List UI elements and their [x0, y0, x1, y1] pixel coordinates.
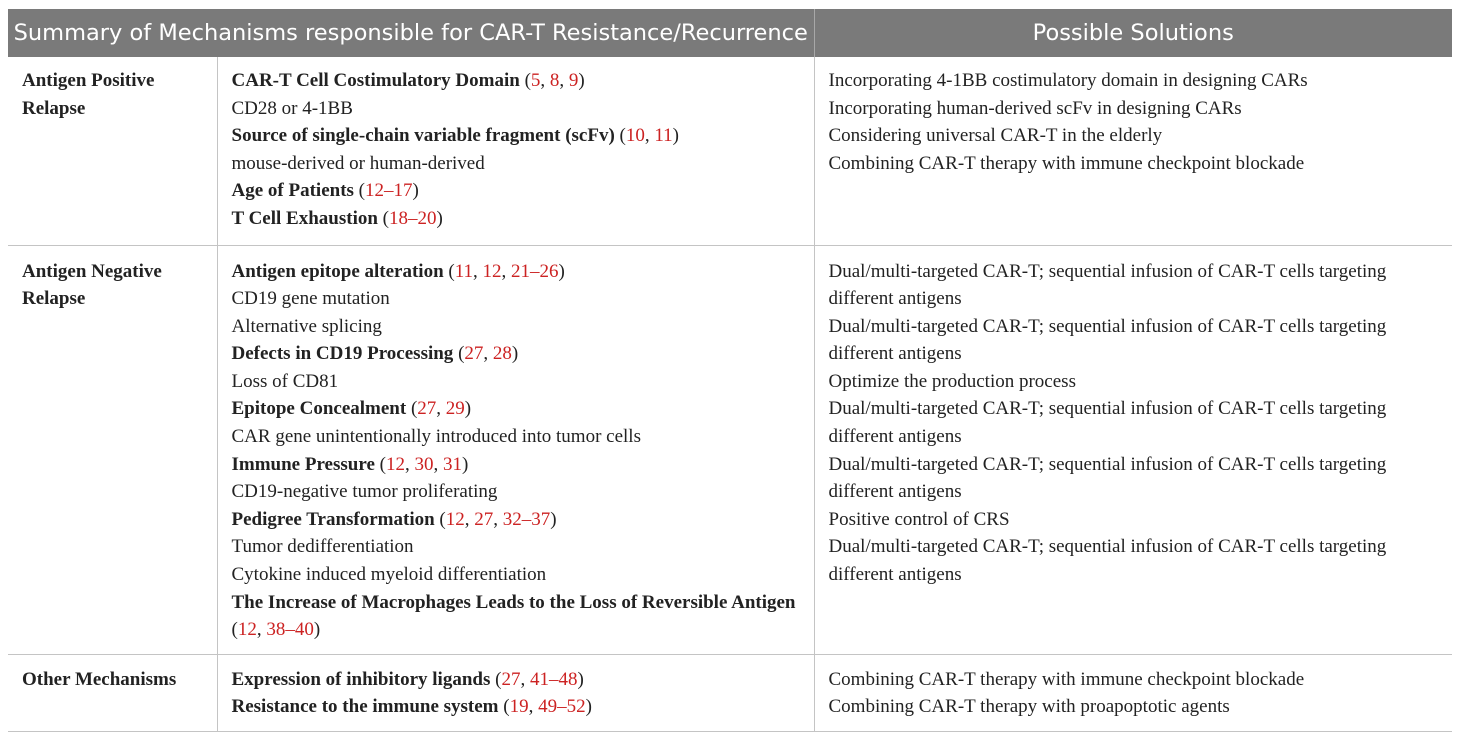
mechanism-text: Resistance to the immune system	[231, 696, 499, 718]
mechanism-text: Age of Patients	[231, 180, 354, 202]
mechanism-text: The Increase of Macrophages Leads to the Loss of Reversible Antigen	[231, 591, 796, 613]
solution-item: Dual/multi-targeted CAR-T; sequential infusion of CAR-T cells targeting different antigens	[828, 453, 1387, 503]
mechanism-text: CAR gene unintentionally introduced into tumor cells	[231, 426, 641, 448]
mechanisms-cell	[217, 245, 814, 654]
mechanism-text: CAR-T Cell Costimulatory Domain	[231, 70, 520, 91]
solution-item: Combining CAR-T therapy with immune checkpoint blockade	[828, 152, 1305, 174]
reference-link[interactable]: 18–20	[389, 207, 437, 229]
reference-link[interactable]: 12	[385, 453, 405, 475]
mechanism-item	[232, 95, 808, 123]
mechanism-text: Tumor dedifferentiation	[231, 536, 414, 558]
solution-item: Considering universal CAR-T in the elderly	[828, 125, 1163, 147]
mechanism-heading: Expression of inhibitory ligands (27, 41–48)	[231, 668, 584, 690]
mechanism-item	[232, 561, 808, 589]
header-solutions: Possible Solutions	[814, 9, 1452, 57]
mechanism-text: Defects in CD19 Processing	[231, 343, 454, 365]
solutions-cell	[814, 57, 1452, 245]
reference-link[interactable]: 19	[509, 696, 529, 718]
solution-item: Optimize the production process	[828, 370, 1076, 392]
solution-item: Incorporating 4-1BB costimulatory domain in designing CARs	[828, 70, 1308, 91]
reference-link[interactable]: 8	[549, 70, 560, 91]
mechanism-item	[232, 478, 808, 506]
mechanism-item	[232, 285, 808, 313]
mechanisms-cell	[217, 57, 814, 245]
solution-item: Combining CAR-T therapy with immune checkpoint blockade	[828, 668, 1305, 690]
mechanism-text: CD19 gene mutation	[231, 288, 390, 310]
mechanism-text: T Cell Exhaustion	[231, 207, 378, 229]
mechanism-heading: Age of Patients (12–17)	[231, 180, 419, 202]
mechanism-item	[232, 368, 808, 396]
reference-link[interactable]: 5	[530, 70, 541, 91]
mechanism-text: Epitope Concealment	[231, 398, 407, 420]
solution-item: Positive control of CRS	[828, 508, 1010, 530]
mechanism-text: Source of single-chain variable fragment (scFv)	[231, 125, 615, 147]
mechanism-text: Antigen epitope alteration	[231, 260, 444, 282]
header-mechanisms: Summary of Mechanisms responsible for CAR-T Resistance/Recurrence	[8, 9, 814, 57]
reference-link[interactable]: 30	[414, 453, 434, 475]
reference-link[interactable]: 12	[482, 260, 502, 282]
reference-link[interactable]: 11	[454, 260, 474, 282]
reference-link[interactable]: 49–52	[538, 696, 586, 718]
mechanism-heading: Source of single-chain variable fragment (scFv) (10, 11)	[231, 125, 679, 147]
solution-item: Combining CAR-T therapy with proapoptotic agents	[828, 696, 1230, 718]
summary-table	[8, 9, 1452, 732]
reference-link[interactable]: 29	[445, 398, 465, 420]
reference-link[interactable]: 38–40	[266, 619, 314, 641]
reference-link[interactable]: 12	[445, 508, 465, 530]
reference-link[interactable]: 28	[492, 343, 512, 365]
solution-item: Dual/multi-targeted CAR-T; sequential infusion of CAR-T cells targeting different antigens	[828, 260, 1387, 310]
category-cell: Other Mechanisms	[8, 654, 217, 731]
reference-link[interactable]: 9	[568, 70, 579, 91]
category-cell: Antigen Negative Relapse	[8, 245, 217, 654]
mechanism-heading: Resistance to the immune system (19, 49–52)	[231, 696, 592, 718]
table-body	[8, 57, 1452, 732]
mechanism-item	[232, 533, 808, 561]
reference-link[interactable]: 12–17	[365, 180, 413, 202]
table-row	[8, 245, 1452, 654]
reference-link[interactable]: 31	[442, 453, 462, 475]
mechanism-heading: CAR-T Cell Costimulatory Domain (5, 8, 9)	[231, 70, 585, 91]
mechanism-text: CD19-negative tumor proliferating	[231, 481, 498, 503]
reference-link[interactable]: 27	[501, 668, 521, 690]
mechanism-text: Loss of CD81	[231, 370, 339, 392]
solution-item: Dual/multi-targeted CAR-T; sequential infusion of CAR-T cells targeting different antigens	[828, 398, 1387, 448]
mechanism-text: mouse-derived or human-derived	[231, 152, 485, 174]
table-header	[8, 9, 1452, 57]
mechanism-heading: The Increase of Macrophages Leads to the Loss of Reversible Antigen (12, 38–40)	[231, 591, 796, 641]
mechanism-text: Expression of inhibitory ligands	[231, 668, 491, 690]
mechanism-heading: T Cell Exhaustion (18–20)	[231, 207, 443, 229]
reference-link[interactable]: 27	[417, 398, 437, 420]
mechanisms-cell	[217, 654, 814, 731]
mechanism-heading: Immune Pressure (12, 30, 31)	[231, 453, 469, 475]
solutions-cell	[814, 654, 1452, 731]
mechanism-heading: Epitope Concealment (27, 29)	[231, 398, 472, 420]
table-row	[8, 654, 1452, 731]
reference-link[interactable]: 27	[474, 508, 494, 530]
mechanism-text: Immune Pressure	[231, 453, 375, 475]
mechanism-item	[232, 313, 808, 341]
mechanism-heading: Pedigree Transformation (12, 27, 32–37)	[231, 508, 557, 530]
reference-link[interactable]: 27	[464, 343, 484, 365]
table-row	[8, 57, 1452, 245]
mechanism-text: CD28 or 4-1BB	[231, 97, 353, 119]
mechanism-item	[232, 423, 808, 451]
mechanism-text: Cytokine induced myeloid differentiation	[231, 564, 547, 586]
mechanism-heading: Antigen epitope alteration (11, 12, 21–26)	[231, 260, 565, 282]
mechanism-text: Alternative splicing	[231, 315, 382, 337]
reference-link[interactable]: 12	[237, 619, 257, 641]
mechanism-heading: Defects in CD19 Processing (27, 28)	[231, 343, 519, 365]
reference-link[interactable]: 11	[654, 125, 673, 147]
solutions-cell	[814, 245, 1452, 654]
reference-link[interactable]: 10	[625, 125, 645, 147]
category-cell: Antigen Positive Relapse	[8, 57, 217, 245]
solution-item: Dual/multi-targeted CAR-T; sequential infusion of CAR-T cells targeting different antigens	[828, 536, 1387, 586]
mechanism-text: Pedigree Transformation	[231, 508, 435, 530]
mechanism-item	[232, 150, 808, 178]
solution-item: Incorporating human-derived scFv in designing CARs	[828, 97, 1242, 119]
solution-item: Dual/multi-targeted CAR-T; sequential infusion of CAR-T cells targeting different antigens	[828, 315, 1387, 365]
reference-link[interactable]: 21–26	[511, 260, 559, 282]
reference-link[interactable]: 41–48	[529, 668, 578, 690]
reference-link[interactable]: 32–37	[502, 508, 551, 530]
